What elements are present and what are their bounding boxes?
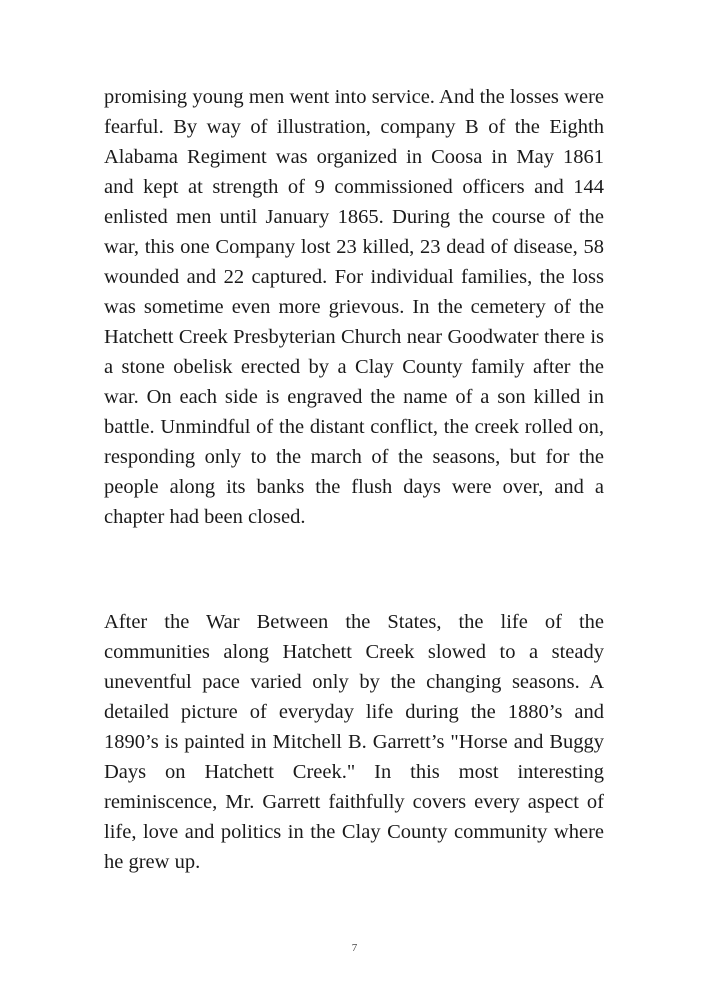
page-number: 7 <box>351 942 358 954</box>
body-paragraph: promising young men went into service. And the losses were fearful. By way of illustration, company B of the Eighth Alabama Regiment was organized in Coosa in May 1861 and kept at strength of 9 commissioned officers and 144 enlisted men until January 1865. During the course of the war, this one Company lost 23 killed, 23 dead of disease, 58 wounded and 22 captured. For individual families, the loss was sometime even more grievous. In the cemetery of the Hatchett Creek Presbyterian Church near Goodwater there is a stone obelisk erected by a Clay County family after the war. On each side is engraved the name of a son killed in battle. Unmindful of the distant conflict, the creek rolled on, responding only to the march of the seasons, but for the people along its banks the flush days were over, and a chapter had been closed. <box>104 86 604 528</box>
body-paragraph: After the War Between the States, the life of the communities along Hatchett Creek slowed to a steady uneventful pace varied only by the changing seasons. A detailed picture of everyday life during the 1880’s and 1890’s is painted in Mitchell B. Garrett’s "Horse and Buggy Days on Hatchett Creek." In this most interesting reminiscence, Mr. Garrett faithfully covers every aspect of life, love and politics in the Clay County community where he grew up. <box>104 611 604 873</box>
